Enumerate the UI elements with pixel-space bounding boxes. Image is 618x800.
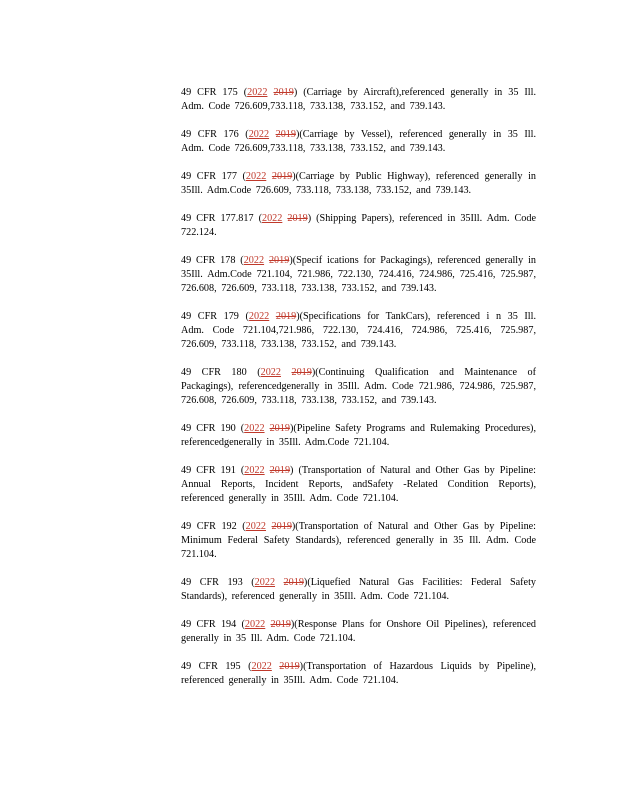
citation: 49 CFR 178 ( xyxy=(181,255,244,266)
entry-text: )(Carriage by Public Highway), referenced generally in 35Ill. Adm.Code 726.609, 733.118, 733.138, 733.152, and 739.143. xyxy=(181,171,536,196)
deleted-year: 2019 xyxy=(287,213,308,224)
inserted-year: 2022 xyxy=(248,129,270,140)
citation: 49 CFR 176 ( xyxy=(181,129,249,140)
entry-text: )(Liquefied Natural Gas Facilities: Federal Safety Standards), referenced generally in 35Ill. Adm. Code 721.104. xyxy=(181,577,537,602)
reference-entry-49cfr177 xyxy=(181,170,536,198)
citation: 49 CFR 195 ( xyxy=(181,661,252,672)
reference-entry-49cfr193 xyxy=(181,576,536,604)
reference-entry-49cfr178 xyxy=(181,254,536,296)
deleted-year: 2019 xyxy=(291,367,312,378)
citation: 49 CFR 177 ( xyxy=(181,171,246,182)
reference-list xyxy=(181,86,536,702)
inserted-year: 2022 xyxy=(260,367,281,378)
reference-entry-49cfr180 xyxy=(181,366,536,408)
deleted-year: 2019 xyxy=(279,661,300,672)
citation: 49 CFR 191 ( xyxy=(181,465,245,476)
entry-text: )(Pipeline Safety Programs and Rulemaking Procedures), referencedgenerally in 35Ill. Adm.Code 721.104. xyxy=(181,423,536,448)
reference-entry-49cfr190 xyxy=(181,422,536,450)
inserted-year: 2022 xyxy=(244,619,266,630)
inserted-year: 2022 xyxy=(261,213,283,224)
citation: 49 CFR 190 ( xyxy=(181,423,245,434)
inserted-year: 2022 xyxy=(245,171,267,182)
deleted-year: 2019 xyxy=(271,521,292,532)
entry-text: )(Response Plans for Onshore Oil Pipelines), referenced generally in 35 Ill. Adm. Code 721.104. xyxy=(181,619,537,644)
entry-text: )(Specifications for TankCars), referenced i n 35 Ill. Adm. Code 721.104,721.986, 722.130, 724.416, 724.986, 725.416, 725.987, 726.609, 733.118, 733.138, 733.152, and 739.143. xyxy=(181,311,537,350)
entry-text: )(Specif ications for Packagings), referenced generally in 35Ill. Adm.Code 721.104, 721.986, 722.130, 724.416, 724.986, 725.416, 725.987, 726.608, 726.609, 733.118, 733.138, 733.152, and 739.143. xyxy=(181,255,537,294)
citation: 49 CFR 175 ( xyxy=(181,87,248,98)
citation: 49 CFR 179 ( xyxy=(181,311,249,322)
deleted-year: 2019 xyxy=(271,171,293,182)
entry-text: ) (Shipping Papers), referenced in 35Ill. Adm. Code 722.124. xyxy=(181,213,537,238)
entry-text: )(Continuing Qualification and Maintenance of Packagings), referencedgenerally in 35Ill. Adm. Code 721.986, 724.986, 725.987, 726.608, 726.609, 733.118, 733.138, 733.152, and 739.143. xyxy=(181,367,536,406)
citation: 49 CFR 180 ( xyxy=(181,367,261,378)
citation: 49 CFR 177.817 ( xyxy=(181,213,262,224)
reference-entry-49cfr179 xyxy=(181,310,536,352)
inserted-year: 2022 xyxy=(248,311,270,322)
inserted-year: 2022 xyxy=(244,423,265,434)
reference-entry-49cfr195 xyxy=(181,660,536,688)
inserted-year: 2022 xyxy=(254,577,276,588)
inserted-year: 2022 xyxy=(243,255,265,266)
deleted-year: 2019 xyxy=(268,255,290,266)
citation: 49 CFR 192 ( xyxy=(181,521,246,532)
entry-text: ) (Carriage by Aircraft),referenced generally in 35 Ill. Adm. Code 726.609,733.118, 733.138, 733.152, and 739.143. xyxy=(181,87,537,112)
deleted-year: 2019 xyxy=(270,619,291,630)
citation: 49 CFR 193 ( xyxy=(181,577,255,588)
inserted-year: 2022 xyxy=(244,465,265,476)
entry-text: )(Carriage by Vessel), referenced generally in 35 Ill. Adm. Code 726.609,733.118, 733.138, 733.152, and 739.143. xyxy=(181,129,537,154)
inserted-year: 2022 xyxy=(245,521,267,532)
reference-entry-49cfr176 xyxy=(181,128,536,156)
entry-text: )(Transportation of Hazardous Liquids by Pipeline), referenced generally in 35Ill. Adm. Code 721.104. xyxy=(181,661,537,686)
inserted-year: 2022 xyxy=(251,661,272,672)
reference-entry-49cfr191 xyxy=(181,464,536,506)
deleted-year: 2019 xyxy=(269,423,290,434)
reference-entry-49cfr177-817 xyxy=(181,212,536,240)
reference-entry-49cfr194 xyxy=(181,618,536,646)
entry-text: )(Transportation of Natural and Other Gas by Pipeline: Minimum Federal Safety Standards), referenced generally in 35 Ill. Adm. Code 721.104. xyxy=(181,521,537,560)
reference-entry-49cfr192 xyxy=(181,520,536,562)
entry-text: ) (Transportation of Natural and Other Gas by Pipeline: Annual Reports, Incident Reports, andSafety -Related Condition Reports), referenced generally in 35Ill. Adm. Code 721.104. xyxy=(181,465,536,504)
citation: 49 CFR 194 ( xyxy=(181,619,245,630)
reference-entry-49cfr175 xyxy=(181,86,536,114)
deleted-year: 2019 xyxy=(269,465,291,476)
deleted-year: 2019 xyxy=(283,577,304,588)
deleted-year: 2019 xyxy=(275,311,297,322)
deleted-year: 2019 xyxy=(273,87,294,98)
inserted-year: 2022 xyxy=(247,87,268,98)
deleted-year: 2019 xyxy=(275,129,296,140)
